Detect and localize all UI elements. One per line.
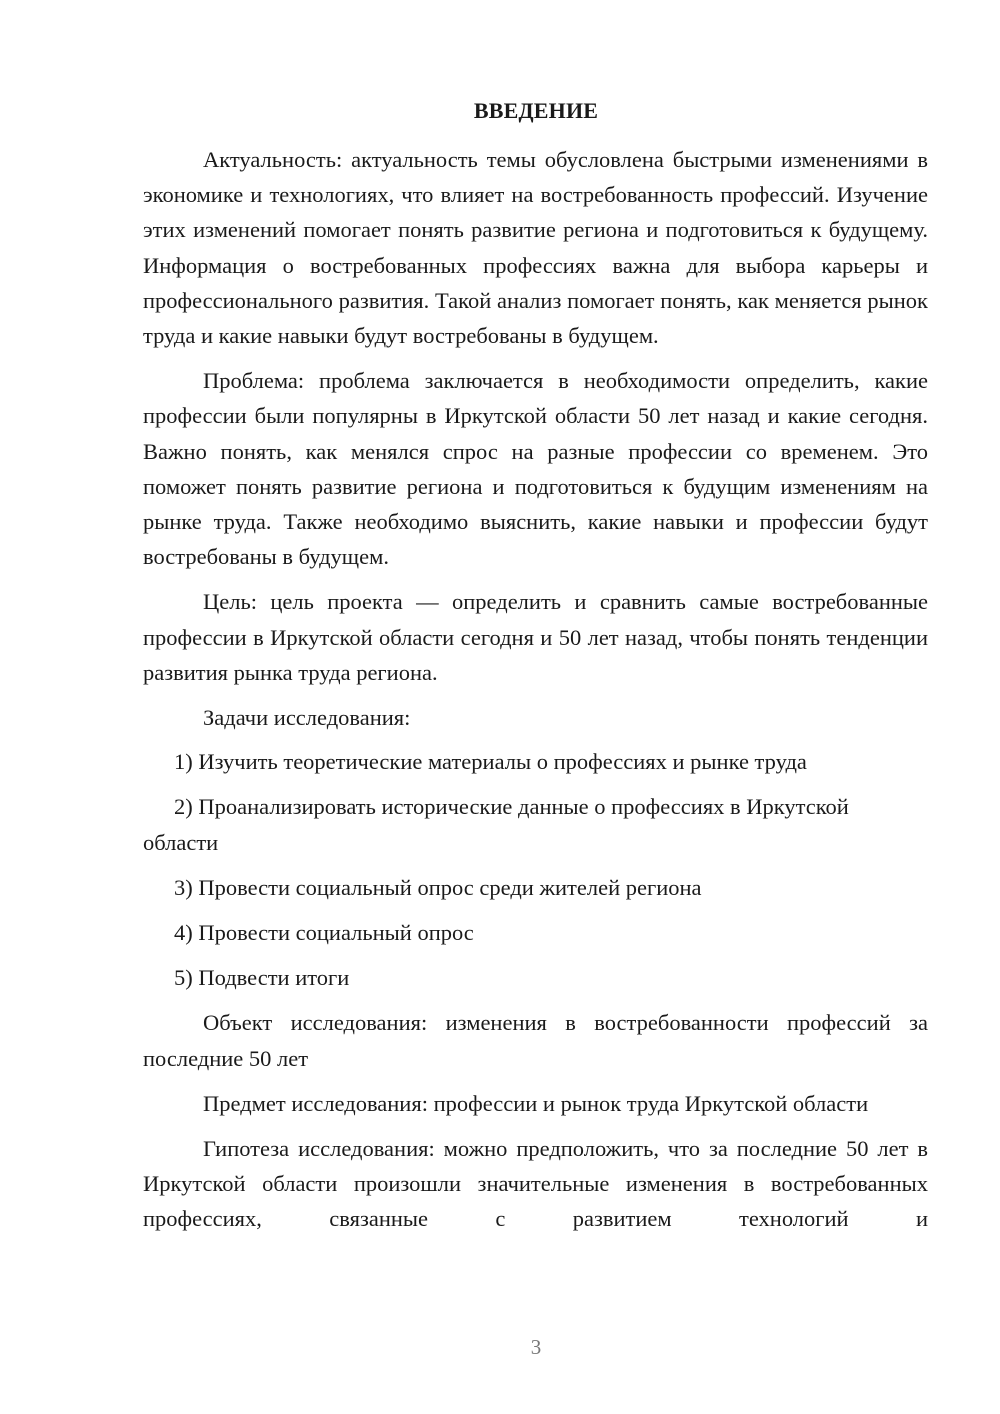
subject-paragraph: Предмет исследования: профессии и рынок труда Иркутской области — [203, 1090, 869, 1116]
goal-paragraph: Цель: цель проекта — определить и сравнить самые востребованные профессии в Иркутской области сегодня и 50 лет назад, чтобы понять тенденции развития рынка труда региона. — [143, 589, 928, 685]
task-item: 3) Провести социальный опрос среди жителей региона — [174, 874, 702, 900]
task-item: 5) Подвести итоги — [174, 965, 350, 991]
task-item: 2) Проанализировать исторические данные о профессиях в Иркутской области — [143, 794, 849, 855]
tasks-heading: Задачи исследования: — [203, 705, 411, 731]
hypothesis-paragraph: Гипотеза исследования: можно предположить, что за последние 50 лет в Иркутской области произошли значительные изменения в востребованных профессиях, связанные с развитием технологий и — [143, 1136, 928, 1232]
task-item: 4) Провести социальный опрос — [174, 920, 474, 946]
document-title: ВВЕДЕНИЕ — [473, 98, 599, 123]
object-paragraph: Объект исследования: изменения в востребованности профессий за последние 50 лет — [143, 1010, 928, 1071]
relevance-paragraph: Актуальность: актуальность темы обусловлена быстрыми изменениями в экономике и технологиях, что влияет на востребованность профессий. Изучение этих изменений помогает понять развитие региона и подготовиться к будущему. Информация о востребованных профессиях важна для выбора карьеры и профессионального развития. Такой анализ помогает понять, как меняется рынок труда и какие навыки будут востребованы в будущем. — [143, 147, 928, 349]
page-number: 3 — [530, 1335, 542, 1359]
tasks-list — [143, 744, 928, 995]
problem-paragraph: Проблема: проблема заключается в необходимости определить, какие профессии были популярны в Иркутской области 50 лет назад и какие сегодня. Важно понять, как менялся спрос на разные профессии со временем. Это поможет понять развитие региона и подготовиться к будущим изменениям на рынке труда. Также необходимо выяснить, какие навыки и профессии будут востребованы в будущем. — [143, 368, 928, 570]
document-body — [143, 142, 928, 1237]
task-item: 1) Изучить теоретические материалы о профессиях и рынке труда — [174, 749, 807, 775]
